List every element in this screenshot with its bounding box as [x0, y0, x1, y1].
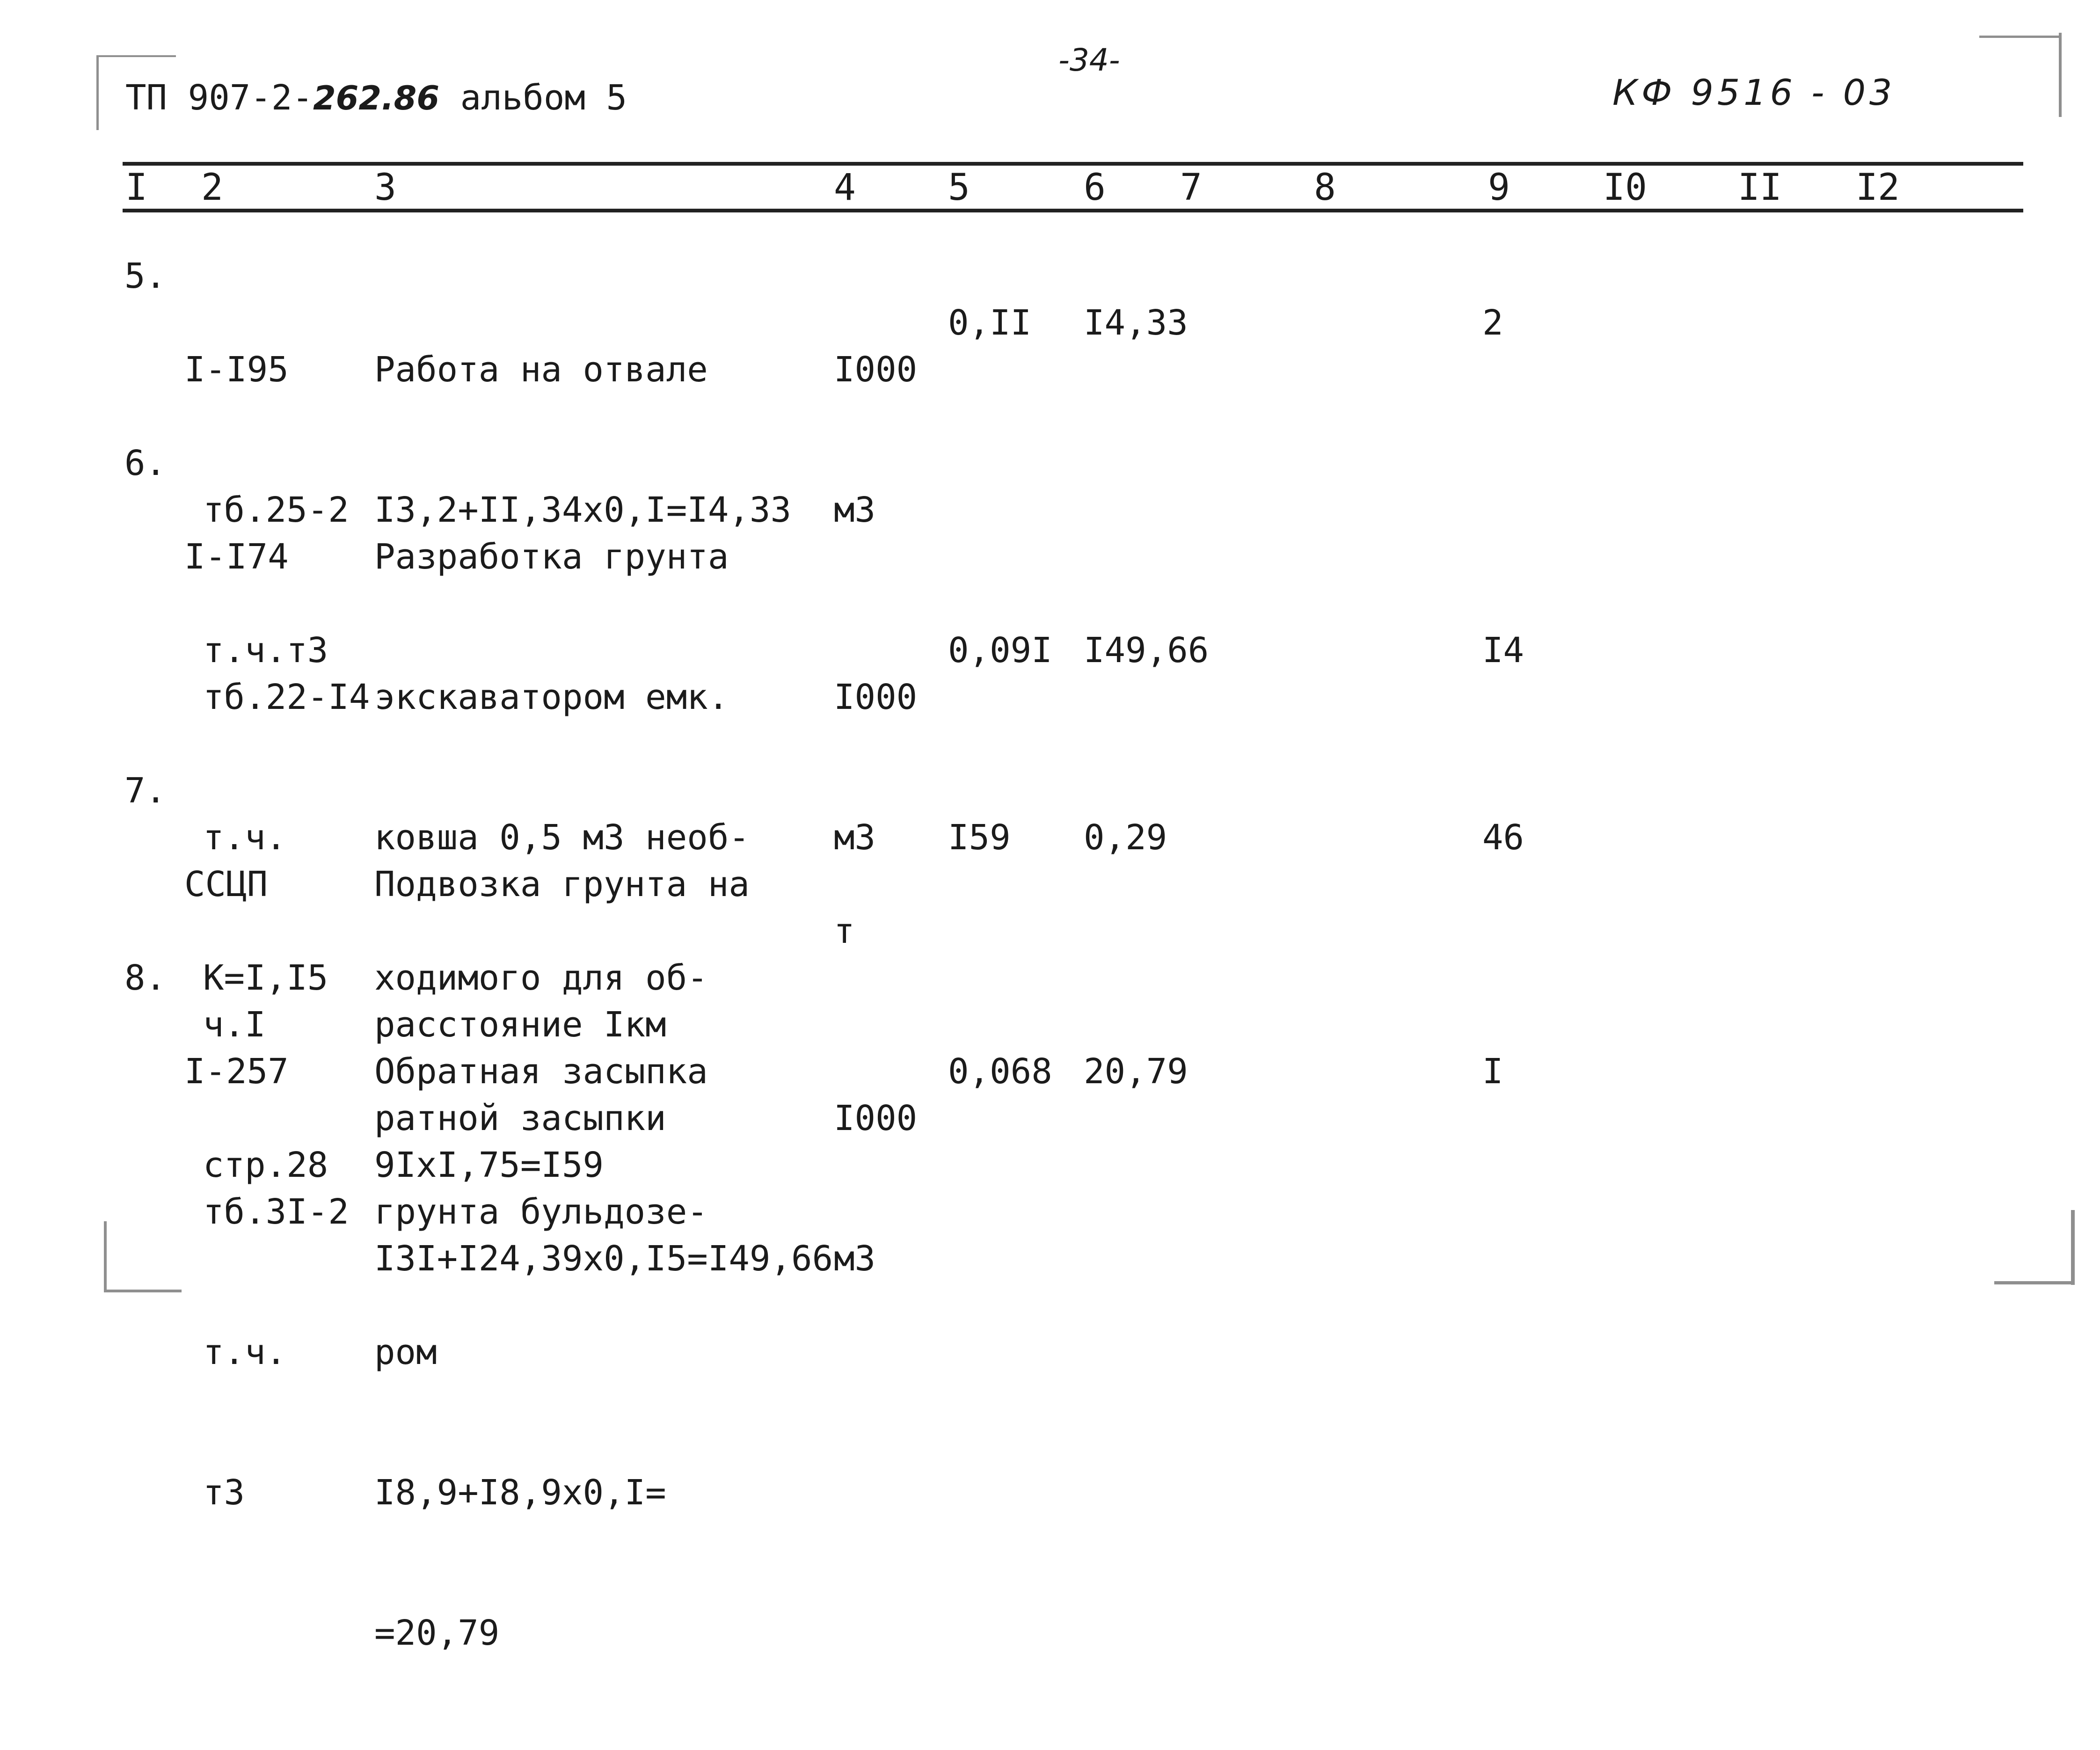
row-price: 20,79 — [1084, 1051, 1188, 1092]
desc-line: ходимого для об- — [374, 958, 708, 998]
doc-suffix: альбом 5 — [439, 78, 627, 118]
desc-line: Разработка грунта — [374, 537, 729, 577]
unit-line: I000 — [834, 677, 918, 717]
row-number: 8. — [124, 958, 167, 998]
column-header-11: II — [1738, 167, 1782, 209]
document-designation — [125, 78, 627, 118]
desc-line: ратной засыпки — [374, 1098, 666, 1138]
column-header-5: 5 — [948, 167, 970, 209]
desc-line: грунта бульдозе- — [374, 1192, 708, 1232]
column-header-6: 6 — [1084, 167, 1106, 209]
row-total: 2 — [1482, 303, 1503, 343]
corner-mark-bottom-right-h — [1994, 1281, 2075, 1284]
row-quantity: 0,09I — [948, 630, 1052, 671]
row-total: I4 — [1482, 630, 1524, 671]
row-number: 7. — [124, 771, 167, 811]
corner-mark-bottom-right — [2071, 1210, 2075, 1285]
unit-line: м3 — [834, 1239, 876, 1279]
ref-line: т.ч. — [203, 1332, 287, 1372]
corner-mark-top-right-h — [1979, 36, 2062, 38]
desc-line: I3I+I24,39x0,I5=I49,66 — [374, 1239, 833, 1279]
desc-line: расстояние Iкм — [374, 1005, 666, 1045]
unit-line: I000 — [834, 350, 918, 390]
desc-line: ром — [374, 1332, 437, 1372]
document-code: КФ 9516 - 03 — [1612, 72, 1896, 113]
desc-line: I8,9+I8,9x0,I= — [374, 1473, 666, 1513]
header-bottom-rule — [123, 209, 2023, 212]
row-description — [374, 955, 708, 1750]
row-quantity: 0,068 — [948, 1051, 1052, 1092]
header-top-rule — [123, 162, 2023, 166]
unit-line: м3 — [834, 817, 876, 858]
desc-line: 9IxI,75=I59 — [374, 1145, 604, 1185]
doc-handwritten-number: 262.86 — [313, 79, 440, 117]
ref-line: т3 — [203, 1473, 245, 1513]
desc-line: Обратная засыпка — [374, 1051, 708, 1092]
column-header-9: 9 — [1488, 167, 1510, 209]
desc-line: I3,2+II,34x0,I=I4,33 — [374, 490, 792, 530]
desc-line: Подвозка грунта на — [374, 864, 750, 904]
corner-mark-bottom-left — [104, 1221, 107, 1291]
ref-line: тб.3I-2 — [203, 1192, 349, 1232]
column-header-1: I — [125, 167, 147, 209]
row-quantity: I59 — [948, 817, 1011, 858]
row-reference — [184, 955, 349, 1610]
row-number: 5. — [124, 256, 167, 296]
desc-line: Работа на отвале — [374, 350, 708, 390]
row-price: 0,29 — [1084, 817, 1167, 858]
row-unit — [834, 1001, 959, 1376]
ref-line: I-257 — [184, 1051, 289, 1092]
doc-prefix: ТП 907-2- — [125, 78, 313, 118]
row-total: I — [1482, 1051, 1503, 1092]
ref-line: стр.28 — [203, 1145, 328, 1185]
corner-mark-bottom-left-h — [104, 1290, 182, 1292]
ref-line: I-I74 — [184, 537, 289, 577]
corner-mark-top-left-h — [96, 55, 176, 57]
ref-line: т.ч.т3 — [203, 630, 328, 671]
unit-line: м3 — [834, 490, 876, 530]
corner-mark-top-right — [2059, 33, 2062, 117]
row-unit — [834, 253, 959, 627]
desc-line: =20,79 — [374, 1613, 500, 1653]
column-header-2: 2 — [201, 167, 223, 209]
row-quantity: 0,II — [948, 303, 1032, 343]
row-total: 46 — [1482, 817, 1524, 858]
ref-line: тб.25-2 — [203, 490, 349, 530]
ref-line: ССЦП — [184, 864, 268, 904]
ref-line: тб.22-I4 — [203, 677, 370, 717]
row-price: I4,33 — [1084, 303, 1188, 343]
column-header-10: I0 — [1603, 167, 1647, 209]
column-header-4: 4 — [834, 167, 856, 209]
row-number: 6. — [124, 443, 167, 483]
unit-line: т — [834, 911, 855, 951]
ref-line: I-I95 — [184, 350, 289, 390]
ref-line: К=I,I5 — [203, 958, 328, 998]
desc-line: экскаватором емк. — [374, 677, 729, 717]
column-header-3: 3 — [374, 167, 396, 209]
column-header-12: I2 — [1856, 167, 1900, 209]
unit-line: I000 — [834, 1098, 918, 1138]
ref-line: ч.I — [203, 1005, 266, 1045]
column-header-7: 7 — [1180, 167, 1202, 209]
corner-mark-top-left — [96, 55, 99, 130]
desc-line: ковша 0,5 м3 необ- — [374, 817, 750, 858]
column-header-8: 8 — [1314, 167, 1336, 209]
row-price: I49,66 — [1084, 630, 1209, 671]
ref-line: т.ч. — [203, 817, 287, 858]
page-number: -34- — [1058, 42, 1120, 78]
